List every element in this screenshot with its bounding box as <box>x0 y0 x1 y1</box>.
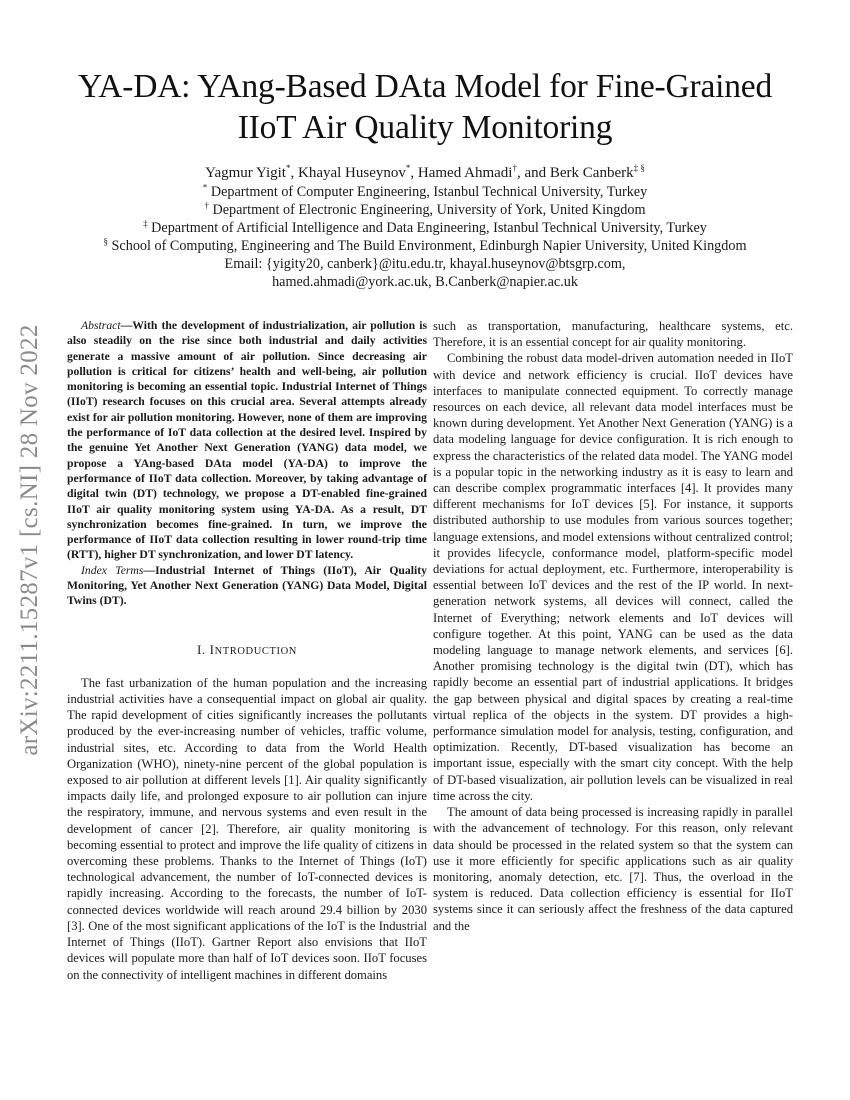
abstract-label: Abstract <box>81 319 121 332</box>
affiliation <box>60 201 790 219</box>
author-mark: † <box>512 163 517 173</box>
paper-title <box>40 66 810 148</box>
arxiv-stamp: arXiv:2211.15287v1 [cs.NI] 28 Nov 2022 <box>16 324 43 756</box>
abstract <box>67 318 427 609</box>
title-line-1: YA-DA: YAng-Based DAta Model for Fine-Grained <box>77 68 773 105</box>
body-paragraph: The fast urbanization of the human population and the increasing industrial activities have a consequential impact on global air quality. The rapid development of cities significantly increases the pollutants produced by the ever-increasing number of vehicles, traffic volume, industrial sites, etc. According to data from the World Health Organization (WHO), ninety-nine percent of the global population is exposed to air pollution at different levels [1]. Air quality significantly impacts daily life, and prolonged exposure to air pollution can injure the respiratory, immune, and nervous systems and even result in the development of cancer [2]. Therefore, air quality monitoring is becoming essential to protect and improve the life quality of citizens in overcoming these problems. Thanks to the Internet of Things (IoT) technological advancement, the number of IoT-connected devices is rapidly increasing. According to the forecasts, the number of IoT-connected devices worldwide will reach around 29.4 billion by 2030 [3]. One of the most significant applications of the IoT is the Industrial Internet of Things (IIoT). Gartner Report also envisions that IIoT devices will populate more than half of IoT devices soon. IIoT focuses on the connectivity of intelligent machines in different domains <box>67 675 427 982</box>
arxiv-sidebar <box>0 0 60 1100</box>
email-line-1: Email: {yigity20, canberk}@itu.edu.tr, khayal.huseynov@btsgrp.com, <box>224 256 626 272</box>
affiliation <box>60 219 790 237</box>
author-mark: ‡ § <box>633 163 645 173</box>
affiliation-text: School of Computing, Engineering and The Build Environment, Edinburgh Napier University, United Kingdom <box>108 238 747 254</box>
author-separator: , <box>290 165 298 181</box>
intro-left-text <box>67 675 427 983</box>
body-paragraph: Combining the robust data model-driven automation needed in IIoT with device and network efficiency is crucial. IIoT devices have interfaces to manipulate connected equipment. To correctly manage resources on each device, all relevant data model interfaces must be known during development. Yet Another Next Generation (YANG) is a data modeling language for device configuration. It is rich enough to express the characteristics of the related data model. The YANG model is a popular topic in the networking industry as it is easy to learn and can describe complex programmatic interfaces [4]. It provides many different mechanisms for IoT devices [5]. For instance, it supports distributed authorship to use modules from various sources together; language extensions, and model extensions without centralized control; it provides lifecycle, conformance model, platform-specific model deviations for actual deployment, etc. Furthermore, interoperability is essential between IoT devices and the rest of the IP world. In next-generation network systems, all devices will connect, called the Internet of Everything; network elements and IoT devices will configure together. At this point, YANG can be used as the data modeling language to manage network elements, and services [6]. Another promising technology is the digital twin (DT), which has rapidly become an essential part of industrial applications. It bridges the gap between physical and digital spaces by creating a real-time virtual replica of the objects in the system. DT provides a high-performance simulation model for analysis, testing, configuration, and optimization. Recently, DT-based visualization has become an important issue, especially with the smart city concept. With the help of DT-based visualization, air pollution levels can be visualized in real time across the city. <box>433 351 793 803</box>
author-name: Berk Canberk <box>549 165 634 181</box>
author-block <box>60 164 790 291</box>
section-heading-introduction <box>67 642 427 660</box>
affiliation <box>60 237 790 255</box>
index-terms <box>67 563 427 609</box>
affiliation-text: Department of Electronic Engineering, University of York, United Kingdom <box>208 202 646 218</box>
author-separator: , and <box>516 165 550 181</box>
section-title: NTRODUCTION <box>214 645 297 657</box>
abstract-paragraph <box>67 318 427 563</box>
section-number: I. I <box>197 641 215 657</box>
left-column <box>67 318 427 983</box>
author-name: Khayal Huseynov <box>297 165 406 181</box>
author-separator: , <box>410 165 418 181</box>
author-list <box>60 164 790 182</box>
title-line-2: IIoT Air Quality Monitoring <box>237 109 613 146</box>
affiliation-mark: § <box>103 236 108 247</box>
affiliation <box>60 183 790 201</box>
index-terms-label: Index Terms <box>81 563 144 577</box>
email-line-2: hamed.ahmadi@york.ac.uk, B.Canberk@napier.ac.uk <box>272 274 578 290</box>
affiliation-mark: * <box>202 182 208 193</box>
author-name: Hamed Ahmadi <box>417 165 513 181</box>
body-paragraph: such as transportation, manufacturing, healthcare systems, etc. Therefore, it is an essential concept for air quality monitoring. <box>433 319 793 350</box>
right-column <box>433 318 793 934</box>
affiliation-text: Department of Artificial Intelligence and Data Engineering, Istanbul Technical University, Turkey <box>147 220 707 236</box>
author-mark: * <box>285 163 291 173</box>
body-paragraph: The amount of data being processed is increasing rapidly in parallel with the advancement of technology. For this reason, only relevant data should be processed in the related system so that the system can use it more efficiently for specific applications such as air quality monitoring, anomaly detection, etc. [7]. Thus, the overload in the system is reduced. Data collection efficiency is essential for IIoT systems since it can seriously affect the freshness of the data captured and the <box>433 805 793 933</box>
affiliation-text: Department of Computer Engineering, Istanbul Technical University, Turkey <box>207 184 648 200</box>
index-terms-text: —Industrial Internet of Things (IIoT), Air Quality Monitoring, Yet Another Next Generation (YANG) Data Model, Digital Twins (DT). <box>67 563 427 608</box>
author-mark: * <box>405 163 411 173</box>
affiliation-mark: † <box>204 200 209 211</box>
affiliation-mark: ‡ <box>143 218 148 229</box>
abstract-text: —With the development of industrialization, air pollution is also steadily on the rise since both industrial and daily activities generate a massive amount of air pollution. Since decreasing air pollution is critical for citizens’ health and well-being, air pollution monitoring is becoming an essential topic. Industrial Internet of Things (IIoT) research focuses on this crucial area. Several attempts already exist for air pollution monitoring. However, none of them are improving the performance of IoT data collection at the desired level. Inspired by the genuine Yet Another Next Generation (YANG) data model, we propose a YAng-based DAta model (YA-DA) to improve the performance of IIoT data collection. Moreover, by taking advantage of digital twin (DT) technology, we propose a DT-enabled fine-grained IIoT air quality monitoring system using YA-DA. As a result, DT synchronization becomes fine-grained. In turn, we improve the performance of IIoT data collection resulting in lower round-trip time (RTT), higher DT synchronization, and lower DT latency. <box>67 319 427 562</box>
author-name: Yagmur Yigit <box>205 165 286 181</box>
